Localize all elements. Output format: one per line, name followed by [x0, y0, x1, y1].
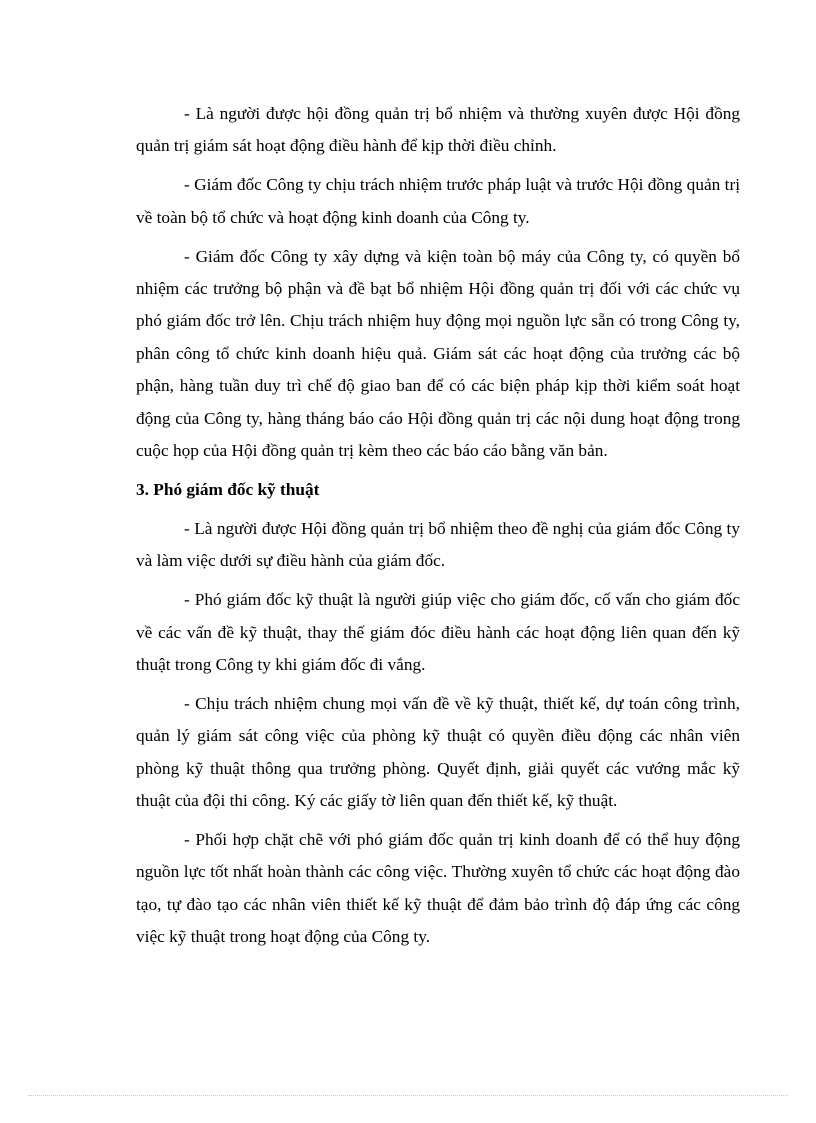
- paragraph-coordination: - Phối hợp chặt chẽ với phó giám đốc quản trị kinh doanh để có thể huy động nguồn lực tốt nhất hoàn thành các công việc. Thường xuyên tổ chức các hoạt động đào tạo, tự đào tạo các nhân viên thiết kế kỹ thuật để đảm bảo trình độ đáp ứng các công việc kỹ thuật trong hoạt động của Công ty.: [136, 830, 740, 947]
- paragraph-appointment: - Là người được hội đồng quản trị bổ nhiệm và thường xuyên được Hội đồng quản trị giám sát hoạt động điều hành để kịp thời điều chỉnh.: [136, 104, 740, 156]
- paragraph-organization-duties: - Giám đốc Công ty xây dựng và kiện toàn bộ máy của Công ty, có quyền bổ nhiệm các trưởng bộ phận và đề bạt bổ nhiệm Hội đồng quản trị đối với các chức vụ phó giám đốc trở lên. Chịu trách nhiệm huy động mọi nguồn lực sẵn có trong Công ty, phân công tổ chức kinh doanh hiệu quả. Giám sát các hoạt động của trưởng các bộ phận, hàng tuần duy trì chế độ giao ban để có các biện pháp kịp thời kiểm soát hoạt động của Công ty, hàng tháng báo cáo Hội đồng quản trị các nội dung hoạt động trong cuộc họp của Hội đồng quản trị kèm theo các báo cáo bằng văn bản.: [136, 246, 740, 461]
- paragraph-deputy-appointment: - Là người được Hội đồng quản trị bổ nhiệm theo đề nghị của giám đốc Công ty và làm việc dưới sự điều hành của giám đốc.: [136, 518, 740, 571]
- footer-divider: [28, 1095, 788, 1096]
- paragraph-deputy-role: - Phó giám đốc kỹ thuật là người giúp việc cho giám đốc, cố vấn cho giám đốc về các vấn đề kỹ thuật, thay thế giám đóc điều hành các hoạt động liên quan đến kỹ thuật trong Công ty khi giám đốc đi vắng.: [136, 590, 740, 674]
- paragraph-technical-responsibility: - Chịu trách nhiệm chung mọi vấn đề về kỹ thuật, thiết kế, dự toán công trình, quản lý giám sát công việc của phòng kỹ thuật có quyền điều động các nhân viên phòng kỹ thuật thông qua trưởng phòng. Quyết định, giải quyết các vướng mắc kỹ thuật của đội thi công. Ký các giấy tờ liên quan đến thiết kế, kỹ thuật.: [136, 693, 740, 811]
- paragraph-legal-responsibility: - Giám đốc Công ty chịu trách nhiệm trước pháp luật và trước Hội đồng quản trị về toàn bộ tổ chức và hoạt động kinh doanh của Công ty.: [136, 175, 740, 227]
- document-page: [136, 98, 740, 960]
- section-heading: 3. Phó giám đốc kỹ thuật: [136, 479, 320, 499]
